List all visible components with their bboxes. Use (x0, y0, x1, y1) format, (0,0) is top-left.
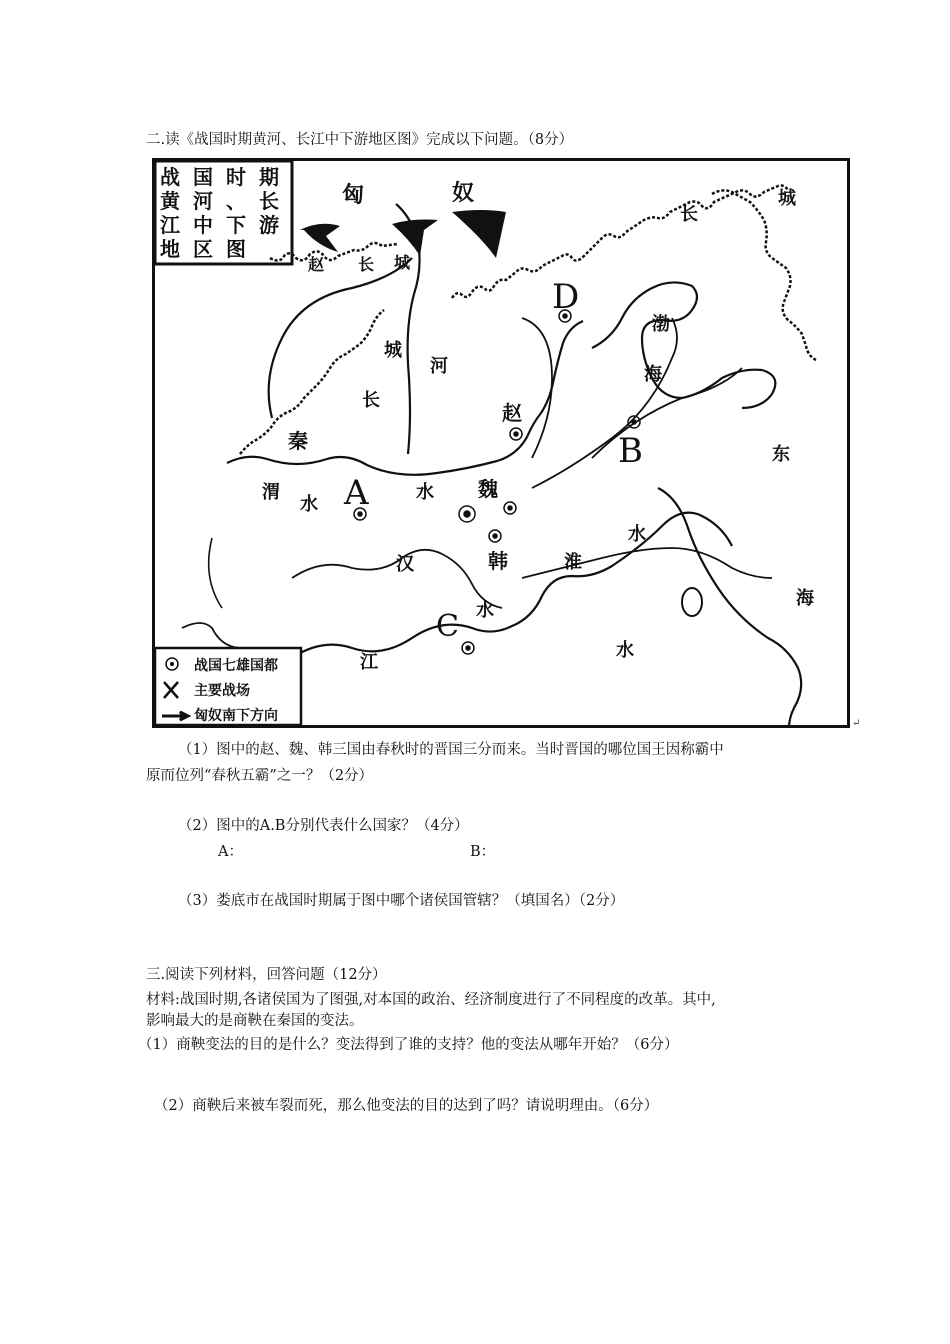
label-wei-river-2: 水 (300, 494, 318, 515)
label-han-river-2: 水 (476, 600, 494, 621)
q2-answer-a: A： (218, 844, 243, 860)
legend-direction-label: 匈奴南下方向 (194, 708, 278, 724)
q1-line2: 原而位列“春秋五霸”之一？（2分） (146, 768, 374, 784)
label-he: 河 (430, 356, 448, 377)
label-han-river-1: 汉 (396, 554, 414, 575)
greatwall-n-1: 长 (680, 204, 698, 225)
label-wei: 魏 (478, 477, 498, 501)
letter-b: B (618, 431, 643, 471)
greatwall-w-1: 城 (384, 340, 402, 361)
q2: （2）图中的A.B分别代表什么国家？（4分） (178, 818, 469, 834)
greatwall-n-2: 城 (778, 188, 796, 209)
map-title-char: 下 (226, 213, 246, 237)
label-jiang-2: 水 (616, 640, 634, 661)
xiongnu-label-1: 匈 (342, 183, 365, 208)
greatwall-zhao-2: 长 (358, 255, 375, 274)
map-title-char: 时 (226, 165, 246, 189)
warring-states-map (152, 158, 850, 728)
label-zhao: 赵 (502, 401, 522, 425)
map-title-char: 河 (193, 189, 213, 213)
label-wei-river-1: 渭 (262, 482, 280, 503)
greatwall-zhao-1: 赵 (308, 255, 325, 274)
material-line2: 影响最大的是商鞅在秦国的变法。 (146, 1013, 364, 1029)
label-qin: 秦 (288, 429, 308, 453)
label-bohai-2: 海 (644, 364, 662, 385)
return-mark: ↵ (852, 718, 861, 729)
map-title-char: 国 (193, 165, 213, 189)
map-title-char: 江 (160, 213, 180, 237)
greatwall-zhao-3: 城 (394, 253, 411, 272)
label-bohai-1: 渤 (652, 314, 670, 335)
material-line1: 材料:战国时期,各诸侯国为了图强,对本国的政治、经济制度进行了不同程度的改革。其中, (146, 992, 716, 1008)
section2-title: 二.读《战国时期黄河、长江中下游地区图》完成以下问题。（8分） (146, 132, 574, 148)
legend-battle-label: 主要战场 (194, 683, 250, 699)
map-title-char: 、 (226, 189, 246, 213)
map-title-char: 中 (193, 213, 213, 237)
map-title-char: 期 (259, 165, 279, 189)
greatwall-w-2: 长 (362, 390, 380, 411)
q1-line1: （1）图中的赵、魏、韩三国由春秋时的晋国三分而来。当时晋国的哪位国王因称霸中 (178, 742, 724, 758)
label-east-1: 东 (772, 444, 790, 465)
q3: （3）娄底市在战国时期属于图中哪个诸侯国管辖？（填国名）（2分） (178, 893, 625, 909)
s3-q2: （2）商鞅后来被车裂而死，那么他变法的目的达到了吗？请说明理由。（6分） (154, 1098, 659, 1114)
legend-capital-label: 战国七雄国都 (194, 658, 278, 674)
letter-d: D (552, 277, 580, 317)
map-title-char: 区 (193, 237, 213, 261)
xiongnu-label-2: 奴 (452, 181, 475, 206)
map-title-char: 地 (160, 237, 180, 261)
map-title-char: 图 (226, 237, 246, 261)
q2-answer-b: B： (470, 844, 496, 860)
label-huai-2: 水 (628, 524, 646, 545)
s3-q1: （1）商鞅变法的目的是什么？变法得到了谁的支持？他的变法从哪年开始？（6分） (138, 1037, 679, 1053)
map-title-char: 游 (259, 213, 279, 237)
map-title-char: 战 (160, 165, 180, 189)
letter-a: A (344, 473, 369, 513)
section3-title: 三.阅读下列材料，回答问题（12分） (146, 967, 387, 983)
letter-c: C (436, 609, 459, 644)
label-shui: 水 (416, 482, 434, 503)
label-jiang-1: 江 (360, 652, 378, 673)
label-huai-1: 淮 (564, 552, 582, 573)
map-title-char: 黄 (160, 189, 180, 213)
label-east-2: 海 (796, 588, 814, 609)
map-title-char: 长 (259, 189, 279, 213)
label-han: 韩 (488, 549, 508, 573)
